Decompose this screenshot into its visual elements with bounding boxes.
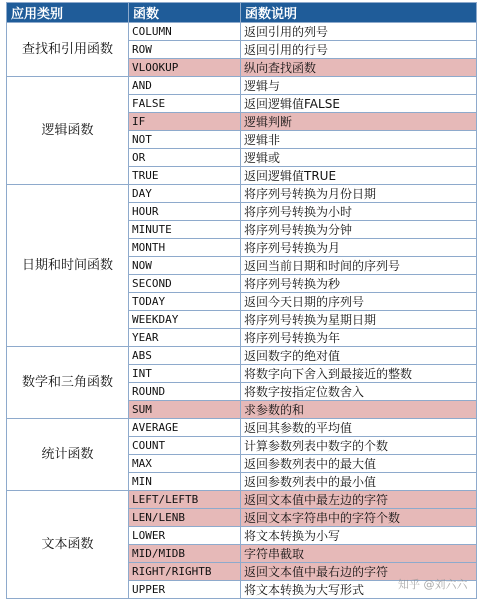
function-name-cell: COLUMN bbox=[129, 23, 241, 41]
function-description-cell: 返回当前日期和时间的序列号 bbox=[241, 257, 477, 275]
function-description-cell: 返回其参数的平均值 bbox=[241, 419, 477, 437]
function-description-cell: 将数字按指定位数舍入 bbox=[241, 383, 477, 401]
function-name-cell: ROW bbox=[129, 41, 241, 59]
function-description-cell: 返回文本值中最右边的字符 bbox=[241, 563, 477, 581]
function-description-cell: 求参数的和 bbox=[241, 401, 477, 419]
function-description-cell: 返回数字的绝对值 bbox=[241, 347, 477, 365]
function-name-cell: AVERAGE bbox=[129, 419, 241, 437]
table-row bbox=[7, 491, 477, 509]
function-name-cell: LEFT/LEFTB bbox=[129, 491, 241, 509]
table-row bbox=[7, 23, 477, 41]
watermark-text: 知乎 @刘六六 bbox=[398, 578, 468, 591]
function-description-cell: 字符串截取 bbox=[241, 545, 477, 563]
function-name-cell: LOWER bbox=[129, 527, 241, 545]
function-description-cell: 将文本转换为大写形式 bbox=[241, 581, 477, 599]
function-name-cell: MONTH bbox=[129, 239, 241, 257]
header-category: 应用类别 bbox=[7, 3, 129, 23]
function-description-cell: 纵向查找函数 bbox=[241, 59, 477, 77]
function-description-cell: 逻辑判断 bbox=[241, 113, 477, 131]
function-name-cell: LEN/LENB bbox=[129, 509, 241, 527]
function-description-cell: 将序列号转换为秒 bbox=[241, 275, 477, 293]
function-name-cell: FALSE bbox=[129, 95, 241, 113]
function-description-cell: 返回今天日期的序列号 bbox=[241, 293, 477, 311]
table-row bbox=[7, 77, 477, 95]
function-name-cell: UPPER bbox=[129, 581, 241, 599]
header-description: 函数说明 bbox=[241, 3, 477, 23]
function-description-cell: 将序列号转换为小时 bbox=[241, 203, 477, 221]
header-function: 函数 bbox=[129, 3, 241, 23]
function-name-cell: OR bbox=[129, 149, 241, 167]
function-description-cell: 将数字向下舍入到最接近的整数 bbox=[241, 365, 477, 383]
function-description-cell: 返回逻辑值TRUE bbox=[241, 167, 477, 185]
function-name-cell: MINUTE bbox=[129, 221, 241, 239]
function-name-cell: NOT bbox=[129, 131, 241, 149]
category-cell: 数学和三角函数 bbox=[7, 347, 129, 419]
function-description-cell: 逻辑非 bbox=[241, 131, 477, 149]
function-description-cell: 返回引用的行号 bbox=[241, 41, 477, 59]
function-name-cell: TRUE bbox=[129, 167, 241, 185]
table-body bbox=[7, 23, 477, 599]
category-cell: 查找和引用函数 bbox=[7, 23, 129, 77]
function-description-cell: 返回引用的列号 bbox=[241, 23, 477, 41]
function-name-cell: HOUR bbox=[129, 203, 241, 221]
function-reference-table-wrapper bbox=[6, 2, 476, 599]
function-name-cell: SUM bbox=[129, 401, 241, 419]
category-cell: 文本函数 bbox=[7, 491, 129, 599]
function-description-cell: 将序列号转换为月 bbox=[241, 239, 477, 257]
function-name-cell: AND bbox=[129, 77, 241, 95]
function-name-cell: ABS bbox=[129, 347, 241, 365]
function-name-cell: COUNT bbox=[129, 437, 241, 455]
function-name-cell: IF bbox=[129, 113, 241, 131]
function-description-cell: 将序列号转换为星期日期 bbox=[241, 311, 477, 329]
function-description-cell: 逻辑或 bbox=[241, 149, 477, 167]
function-name-cell: RIGHT/RIGHTB bbox=[129, 563, 241, 581]
category-cell: 逻辑函数 bbox=[7, 77, 129, 185]
function-description-cell: 将序列号转换为月份日期 bbox=[241, 185, 477, 203]
function-description-cell: 返回文本字符串中的字符个数 bbox=[241, 509, 477, 527]
function-name-cell: DAY bbox=[129, 185, 241, 203]
category-cell: 统计函数 bbox=[7, 419, 129, 491]
function-name-cell: INT bbox=[129, 365, 241, 383]
function-name-cell: SECOND bbox=[129, 275, 241, 293]
table-row bbox=[7, 185, 477, 203]
function-name-cell: YEAR bbox=[129, 329, 241, 347]
function-description-cell: 返回文本值中最左边的字符 bbox=[241, 491, 477, 509]
function-name-cell: VLOOKUP bbox=[129, 59, 241, 77]
function-name-cell: NOW bbox=[129, 257, 241, 275]
function-description-cell: 将序列号转换为分钟 bbox=[241, 221, 477, 239]
function-description-cell: 计算参数列表中数字的个数 bbox=[241, 437, 477, 455]
function-description-cell: 将序列号转换为年 bbox=[241, 329, 477, 347]
function-reference-table bbox=[6, 2, 477, 599]
function-description-cell: 将文本转换为小写 bbox=[241, 527, 477, 545]
function-name-cell: ROUND bbox=[129, 383, 241, 401]
function-name-cell: MID/MIDB bbox=[129, 545, 241, 563]
table-row bbox=[7, 419, 477, 437]
function-name-cell: MIN bbox=[129, 473, 241, 491]
function-name-cell: WEEKDAY bbox=[129, 311, 241, 329]
function-name-cell: TODAY bbox=[129, 293, 241, 311]
table-header-row bbox=[7, 3, 477, 23]
function-description-cell: 返回逻辑值FALSE bbox=[241, 95, 477, 113]
function-name-cell: MAX bbox=[129, 455, 241, 473]
function-description-cell: 返回参数列表中的最大值 bbox=[241, 455, 477, 473]
category-cell: 日期和时间函数 bbox=[7, 185, 129, 347]
table-row bbox=[7, 347, 477, 365]
function-description-cell: 返回参数列表中的最小值 bbox=[241, 473, 477, 491]
function-description-cell: 逻辑与 bbox=[241, 77, 477, 95]
